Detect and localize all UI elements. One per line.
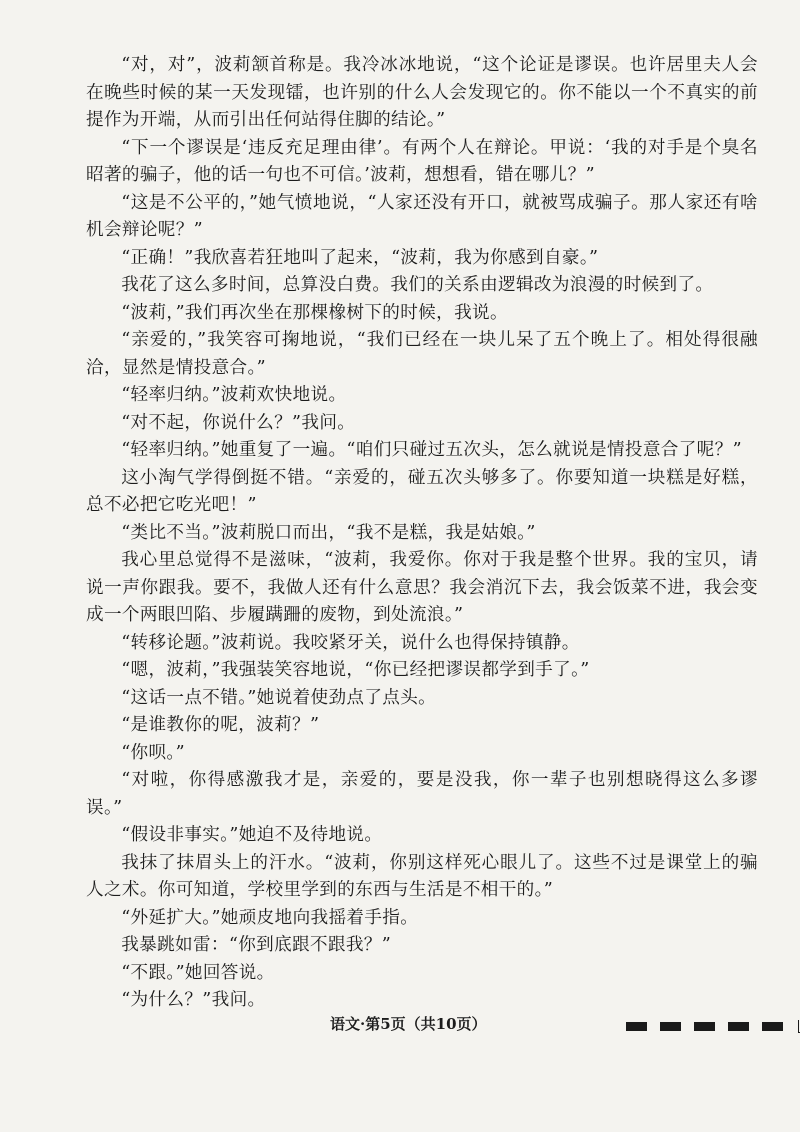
- paragraph: “对啦，你得感激我才是，亲爱的，要是没我，你一辈子也别想晓得这么多谬误。”: [86, 770, 758, 818]
- story-text: [86, 52, 758, 1015]
- alignment-mark-icon: [626, 1022, 647, 1031]
- paragraph: “对，对”，波莉颔首称是。我冷冰冰地说，“这个论证是谬误。也许居里夫人会在晚些时候的某一天发现镭，也许别的什么人会发现它的。你不能以一个不真实的前提作为开端，从而引出任何站得住脚的结论。”: [86, 55, 758, 130]
- paragraph: “假设非事实。”她迫不及待地说。: [121, 825, 383, 845]
- paragraph: “不跟。”她回答说。: [121, 962, 275, 983]
- paragraph: “亲爱的，”我笑容可掬地说，“我们已经在一块儿呆了五个晚上了。相处得很融洽，显然是情投意合。”: [86, 330, 758, 378]
- paragraph: “外延扩大。”她顽皮地向我摇着手指。: [121, 907, 419, 928]
- paragraph: “这话一点不错。”她说着使劲点了点头。: [121, 687, 437, 708]
- paragraph: 我暴跳如雷：“你到底跟不跟我？”: [121, 935, 392, 955]
- paragraph: “类比不当。”波莉脱口而出，“我不是糕，我是姑娘。”: [121, 522, 536, 543]
- paragraph: “是谁教你的呢，波莉？”: [121, 715, 320, 735]
- paragraph: “你呗。”: [121, 742, 185, 763]
- paragraph: “下一个谬误是‘违反充足理由律’。有两个人在辩论。甲说：‘我的对手是个臭名昭著的骗子，他的话一句也不可信。’波莉，想想看，错在哪儿？”: [86, 137, 758, 185]
- paragraph: 我抹了抹眉头上的汗水。“波莉，你别这样死心眼儿了。这些不过是课堂上的骗人之术。你可知道，学校里学到的东西与生活是不相干的。”: [86, 852, 758, 900]
- alignment-mark-icon: [762, 1022, 783, 1031]
- page-number: 语文·第5页（共10页）: [330, 1015, 487, 1033]
- paragraph: 我花了这么多时间，总算没白费。我们的关系由逻辑改为浪漫的时候到了。: [121, 275, 714, 295]
- paragraph: 这小淘气学得倒挺不错。“亲爱的，碰五次头够多了。你要知道一块糕是好糕，总不必把它吃光吧！”: [86, 467, 758, 515]
- paragraph: “这是不公平的，”她气愤地说，“人家还没有开口，就被骂成骗子。那人家还有啥机会辩论呢？”: [86, 192, 758, 240]
- paragraph: “波莉，”我们再次坐在那棵橡树下的时候，我说。: [121, 302, 508, 323]
- paragraph: “转移论题。”波莉说。我咬紧牙关，说什么也得保持镇静。: [121, 632, 580, 653]
- paragraph: “轻率归纳。”波莉欢快地说。: [121, 385, 347, 405]
- scan-alignment-marks: [626, 1020, 800, 1032]
- alignment-mark-icon: [728, 1022, 749, 1031]
- paragraph: “为什么？”我问。: [121, 990, 266, 1010]
- paragraph: “正确！”我欣喜若狂地叫了起来，“波莉，我为你感到自豪。”: [121, 247, 599, 268]
- paragraph: “对不起，你说什么？”我问。: [121, 412, 356, 433]
- page-footer: [0, 1013, 800, 1037]
- paragraph: “轻率归纳。”她重复了一遍。“咱们只碰过五次头，怎么就说是情投意合了呢？”: [121, 440, 742, 460]
- paragraph: 我心里总觉得不是滋味，“波莉，我爱你。你对于我是整个世界。我的宝贝，请说一声你跟我。要不，我做人还有什么意思？我会消沉下去，我会饭菜不进，我会变成一个两眼凹陷、步履蹒跚的废物，到处流浪。”: [86, 550, 758, 625]
- alignment-mark-icon: [694, 1022, 715, 1031]
- paragraph: “嗯，波莉，”我强装笑容地说，“你已经把谬误都学到手了。”: [121, 660, 590, 680]
- alignment-mark-icon: [660, 1022, 681, 1031]
